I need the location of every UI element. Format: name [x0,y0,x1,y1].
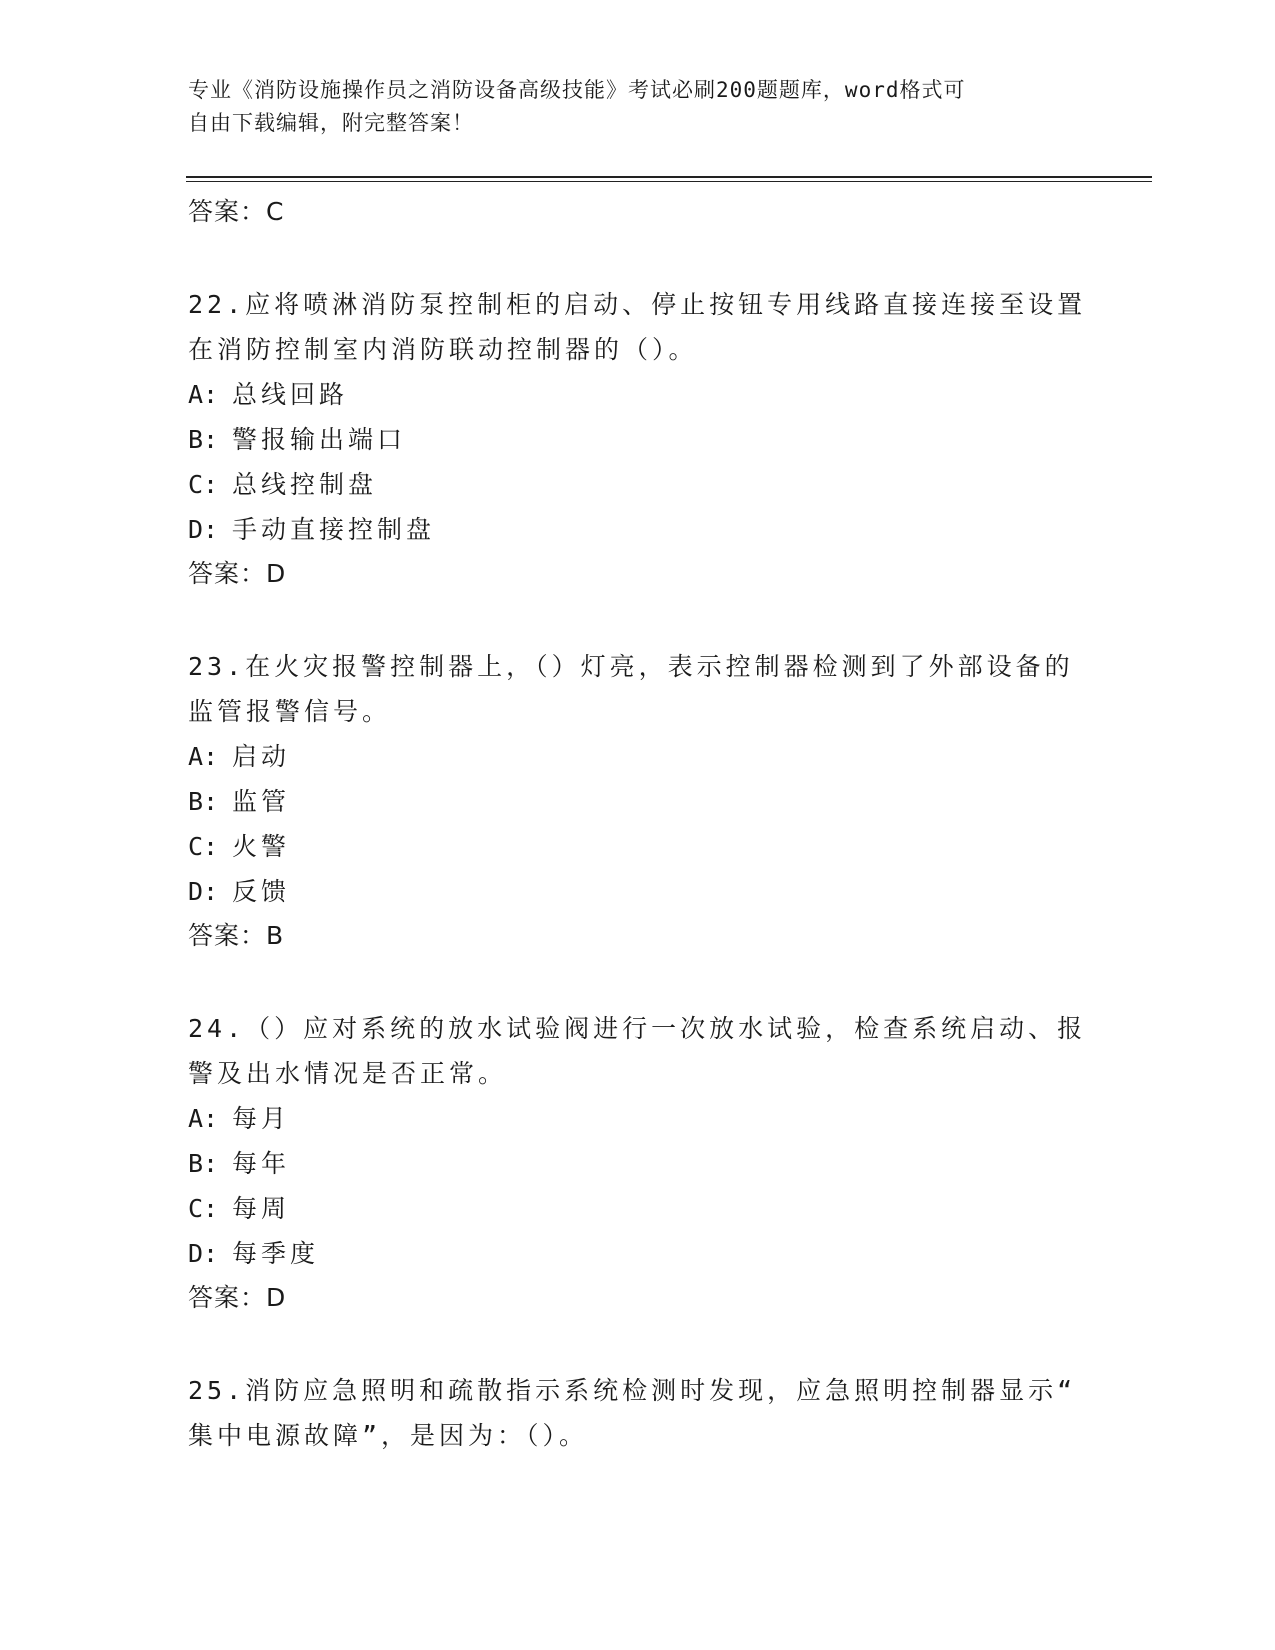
option-label: C: [188,832,219,861]
option-text: 总线回路 [232,380,349,409]
option-label: C: [188,1194,219,1223]
option-text: 总线控制盘 [232,470,378,499]
option-d [188,507,1088,552]
question-text-line: 25.消防应急照明和疏散指示系统检测时发现，应急照明控制器显示“ [188,1376,1077,1405]
question-text-line: 24.（）应对系统的放水试验阀进行一次放水试验，检查系统启动、报 [188,1014,1087,1043]
question-text-line: 集中电源故障”，是因为：（）。 [188,1421,589,1450]
option-text: 每年 [232,1149,291,1178]
option-b [188,779,1088,824]
option-c [188,1186,1088,1231]
option-label: C: [188,470,219,499]
question-23 [188,644,1088,958]
option-a [188,734,1088,779]
question-text-line: 监管报警信号。 [188,697,392,726]
option-label: B: [188,425,219,454]
option-text: 每月 [232,1104,291,1133]
option-text: 启动 [232,742,291,771]
option-text: 每季度 [232,1239,320,1268]
question-text-line: 在消防控制室内消防联动控制器的（）。 [188,335,698,364]
option-c [188,462,1088,507]
option-label: D: [188,1239,219,1268]
answer-line: 答案：B [188,921,285,950]
header-line-2: 自由下载编辑，附完整答案！ [188,111,474,135]
document-header [188,74,1068,140]
option-a [188,1096,1088,1141]
option-d [188,869,1088,914]
option-text: 手动直接控制盘 [232,515,436,544]
option-label: B: [188,1149,219,1178]
question-text-line: 警及出水情况是否正常。 [188,1059,508,1088]
question-24 [188,1006,1088,1320]
option-text: 反馈 [232,877,291,906]
option-text: 警报输出端口 [232,425,407,454]
header-divider [186,176,1152,178]
question-text-line: 22.应将喷淋消防泵控制柜的启动、停止按钮专用线路直接连接至设置 [188,290,1087,319]
header-line-1: 专业《消防设施操作员之消防设备高级技能》考试必刷200题题库，word格式可 [188,78,966,102]
option-label: A: [188,380,219,409]
option-d [188,1231,1088,1276]
question-list [188,190,1088,1458]
option-b [188,417,1088,462]
option-a [188,372,1088,417]
option-text: 监管 [232,787,291,816]
option-label: D: [188,877,219,906]
question-text-line: 23.在火灾报警控制器上，（）灯亮，表示控制器检测到了外部设备的 [188,652,1074,681]
answer-line: 答案：C [188,197,285,226]
option-text: 每周 [232,1194,291,1223]
option-label: A: [188,742,219,771]
answer-line: 答案：D [188,1283,287,1312]
answer-line: 答案：D [188,559,287,588]
header-divider-thin [186,181,1152,182]
question-22 [188,282,1088,596]
option-b [188,1141,1088,1186]
option-label: A: [188,1104,219,1133]
option-label: D: [188,515,219,544]
question-25 [188,1368,1088,1458]
option-text: 火警 [232,832,291,861]
option-c [188,824,1088,869]
option-label: B: [188,787,219,816]
